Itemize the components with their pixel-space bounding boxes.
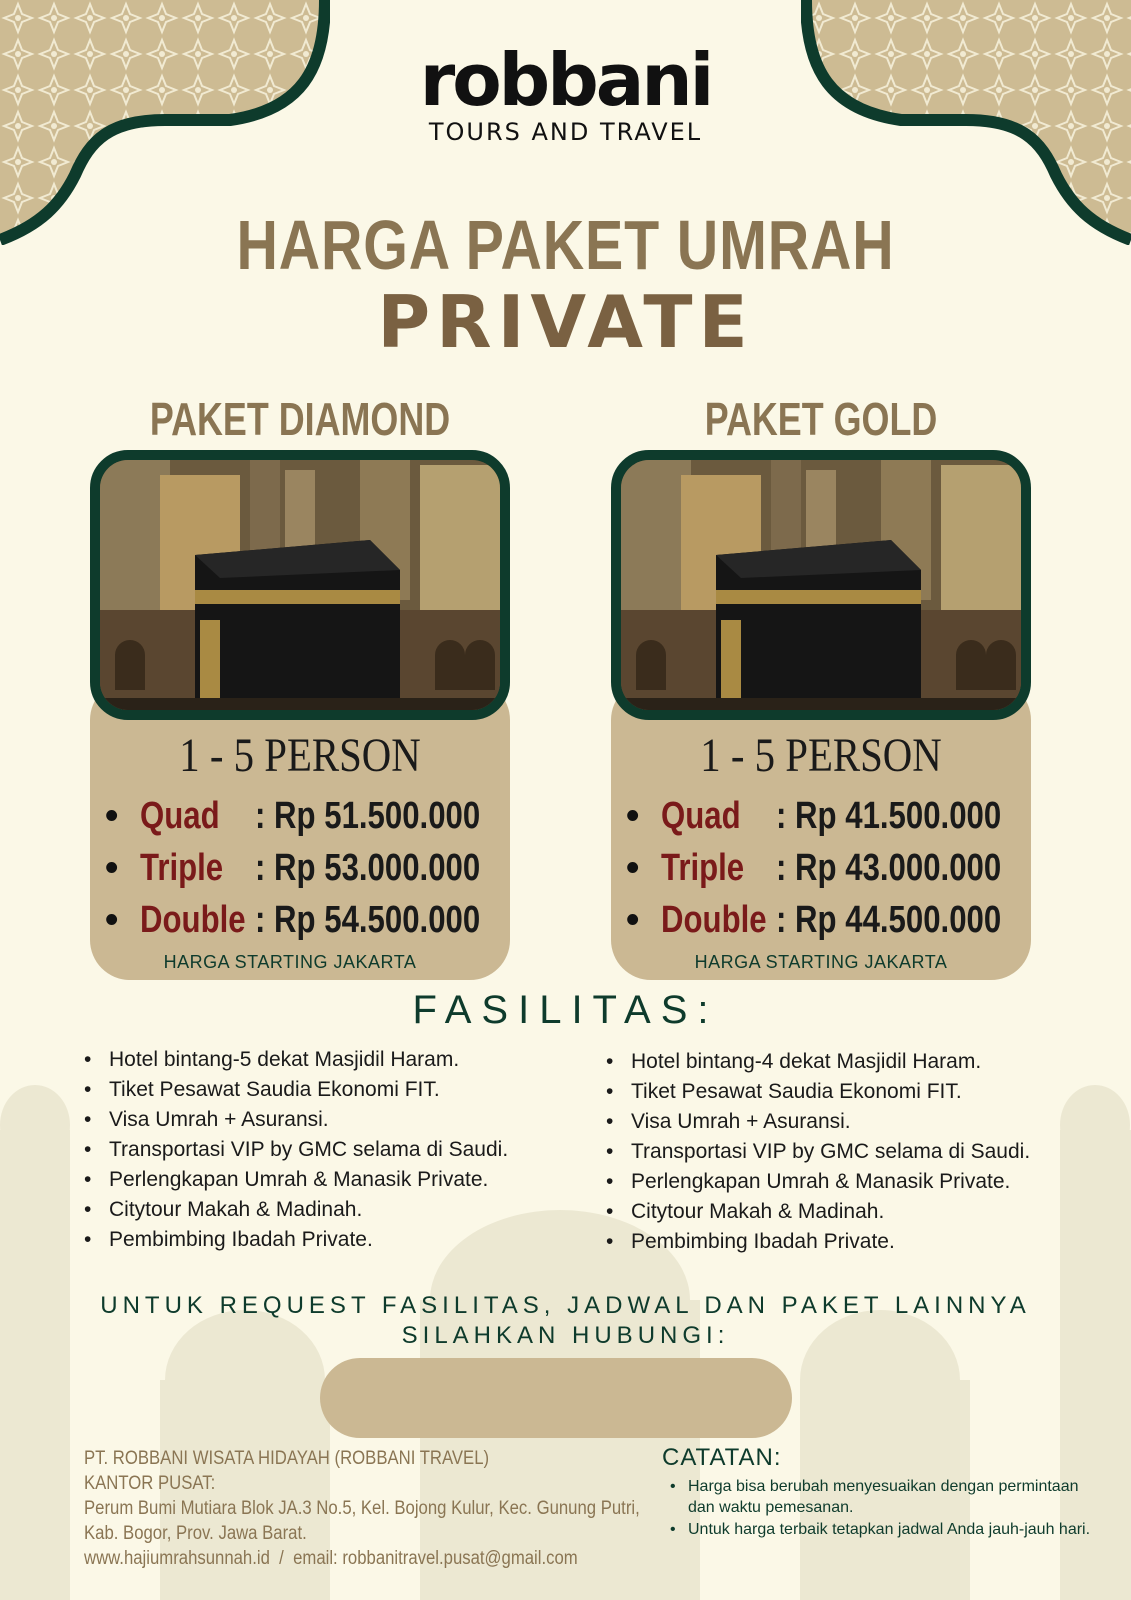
- facility-item: • Perlengkapan Umrah & Manasik Private.: [604, 1167, 1030, 1197]
- room-type-label: Quad: [140, 795, 220, 837]
- price-value: [776, 894, 1001, 946]
- notes-title: CATATAN:: [662, 1444, 782, 1471]
- bullet: •: [626, 847, 640, 889]
- facility-item: • Pembimbing Ibadah Private.: [82, 1225, 508, 1255]
- page-subtitle: PRIVATE: [377, 280, 754, 364]
- price-value: [255, 790, 480, 842]
- price-row-quad: [90, 790, 510, 842]
- price-value: [776, 790, 1001, 842]
- request-text: UNTUK REQUEST FASILITAS, JADWAL DAN PAKET LAINNYA: [100, 1292, 1031, 1319]
- facility-item: • Citytour Makah & Madinah.: [82, 1195, 508, 1225]
- brand-tagline: TOURS AND TRAVEL: [428, 118, 703, 146]
- bullet: •: [626, 899, 640, 941]
- package-title-gold: PAKET GOLD: [704, 393, 938, 445]
- facility-item: • Hotel bintang-4 dekat Masjidil Haram.: [604, 1047, 1030, 1077]
- price-note: HARGA STARTING JAKARTA: [163, 952, 417, 972]
- room-type-label: Double: [661, 899, 767, 941]
- page-title: HARGA PAKET UMRAH: [236, 206, 895, 284]
- facility-item: • Transportasi VIP by GMC selama di Saudi.: [604, 1137, 1030, 1167]
- facilities-list-gold: [604, 1047, 1030, 1257]
- price-separator: :: [776, 899, 787, 941]
- company-info: [84, 1446, 640, 1571]
- price-value: [255, 842, 480, 894]
- price-amount: Rp 43.000.000: [795, 847, 1002, 889]
- price-value: [255, 894, 480, 946]
- facility-item: • Pembimbing Ibadah Private.: [604, 1227, 1030, 1257]
- bullet: •: [105, 795, 119, 837]
- facility-item: • Tiket Pesawat Saudia Ekonomi FIT.: [604, 1077, 1030, 1107]
- facility-item: • Visa Umrah + Asuransi.: [82, 1105, 508, 1135]
- price-row-double: [611, 894, 1031, 946]
- price-note: HARGA STARTING JAKARTA: [694, 952, 948, 972]
- note-item: • Untuk harga terbaik tetapkan jadwal Anda jauh-jauh hari.: [668, 1519, 1098, 1540]
- price-row-triple: [90, 842, 510, 894]
- facility-item: • Tiket Pesawat Saudia Ekonomi FIT.: [82, 1075, 508, 1105]
- company-name: PT. ROBBANI WISATA HIDAYAH (ROBBANI TRAVEL): [84, 1448, 490, 1469]
- address-line: Perum Bumi Mutiara Blok JA.3 No.5, Kel. Bojong Kulur, Kec. Gunung Putri,: [84, 1498, 640, 1519]
- contact-box: [320, 1358, 792, 1438]
- facility-item: • Hotel bintang-5 dekat Masjidil Haram.: [82, 1045, 508, 1075]
- person-count: 1 - 5 PERSON: [179, 729, 421, 782]
- price-amount: Rp 44.500.000: [795, 899, 1002, 941]
- facilities-title: FASILITAS:: [412, 988, 719, 1032]
- price-value: [776, 842, 1001, 894]
- facility-item: • Citytour Makah & Madinah.: [604, 1197, 1030, 1227]
- bullet: •: [105, 899, 119, 941]
- facilities-list-diamond: [82, 1045, 508, 1255]
- kaaba-photo: [611, 450, 1031, 720]
- price-amount: Rp 51.500.000: [274, 795, 481, 837]
- bullet: •: [626, 795, 640, 837]
- bullet: •: [105, 847, 119, 889]
- price-separator: :: [776, 795, 787, 837]
- price-row-triple: [611, 842, 1031, 894]
- room-type-label: Triple: [140, 847, 224, 889]
- facility-item: • Visa Umrah + Asuransi.: [604, 1107, 1030, 1137]
- brand-logo: robbani: [419, 38, 712, 122]
- facility-item: • Perlengkapan Umrah & Manasik Private.: [82, 1165, 508, 1195]
- price-amount: Rp 54.500.000: [274, 899, 481, 941]
- room-type-label: Quad: [661, 795, 741, 837]
- website-email: www.hajiumrahsunnah.id / email: robbanitravel.pusat@gmail.com: [84, 1548, 578, 1569]
- office-label: KANTOR PUSAT:: [84, 1473, 216, 1494]
- notes-list: [668, 1476, 1098, 1541]
- facility-item: • Transportasi VIP by GMC selama di Saudi.: [82, 1135, 508, 1165]
- price-separator: :: [255, 899, 266, 941]
- price-row-double: [90, 894, 510, 946]
- room-type-label: Triple: [661, 847, 745, 889]
- kaaba-photo: [90, 450, 510, 720]
- price-amount: Rp 53.000.000: [274, 847, 481, 889]
- price-separator: :: [255, 795, 266, 837]
- price-separator: :: [255, 847, 266, 889]
- price-separator: :: [776, 847, 787, 889]
- address-line: Kab. Bogor, Prov. Jawa Barat.: [84, 1523, 307, 1544]
- room-type-label: Double: [140, 899, 246, 941]
- price-amount: Rp 41.500.000: [795, 795, 1002, 837]
- price-row-quad: [611, 790, 1031, 842]
- contact-prompt: SILAHKAN HUBUNGI:: [401, 1322, 730, 1349]
- package-title-diamond: PAKET DIAMOND: [149, 393, 451, 445]
- note-item: • Harga bisa berubah menyesuaikan dengan permintaan dan waktu pemesanan.: [668, 1476, 1098, 1518]
- person-count: 1 - 5 PERSON: [700, 729, 942, 782]
